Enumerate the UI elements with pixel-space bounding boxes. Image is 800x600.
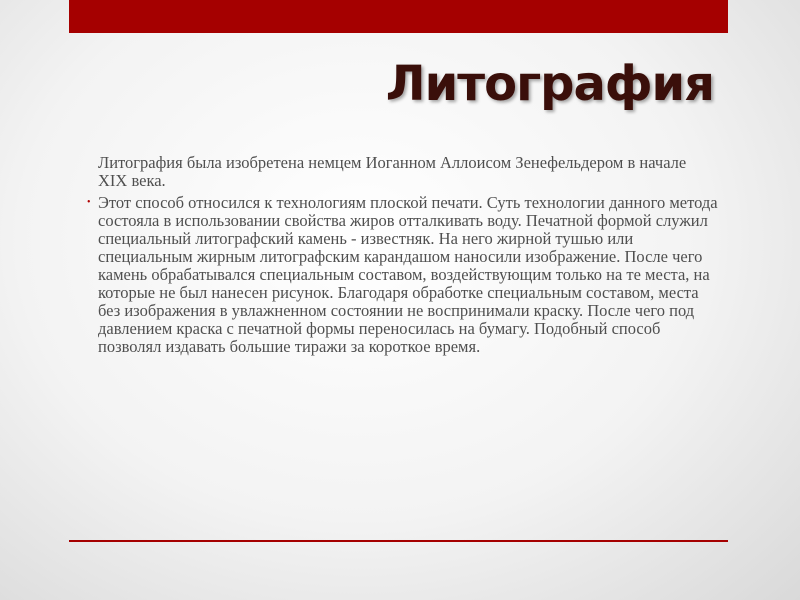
top-accent-bar: [69, 0, 728, 33]
bullet-icon: •: [87, 197, 91, 208]
paragraph-process: [87, 193, 718, 356]
slide-body: [87, 153, 718, 360]
paragraph-text: Этот способ относился к технологиям плоской печати. Суть технологии данного метода состояла в использовании свойства жиров отталкивать воду. Печатной формой служил специальный литографский камень - известняк. На него жирной тушью или специальным жирным литографским карандашом наносили изображение. После чего камень обрабатывался специальным составом, воздействующим только на те места, на которые не был нанесен рисунок. Благодаря обработке специальным составом, места без изображения в увлажненном состоянии не воспринимали краску. После чего под давлением краска с печатной формы переносилась на бумагу. Подобный способ позволял издавать большие тиражи за короткое время.: [98, 193, 718, 356]
bottom-divider: [69, 540, 728, 542]
paragraph-intro: [98, 154, 718, 190]
paragraph-text: Литография была изобретена немцем Иоганном Аллоисом Зенефельдером в начале XIX века.: [98, 153, 687, 190]
slide-title: Литография: [385, 56, 714, 112]
